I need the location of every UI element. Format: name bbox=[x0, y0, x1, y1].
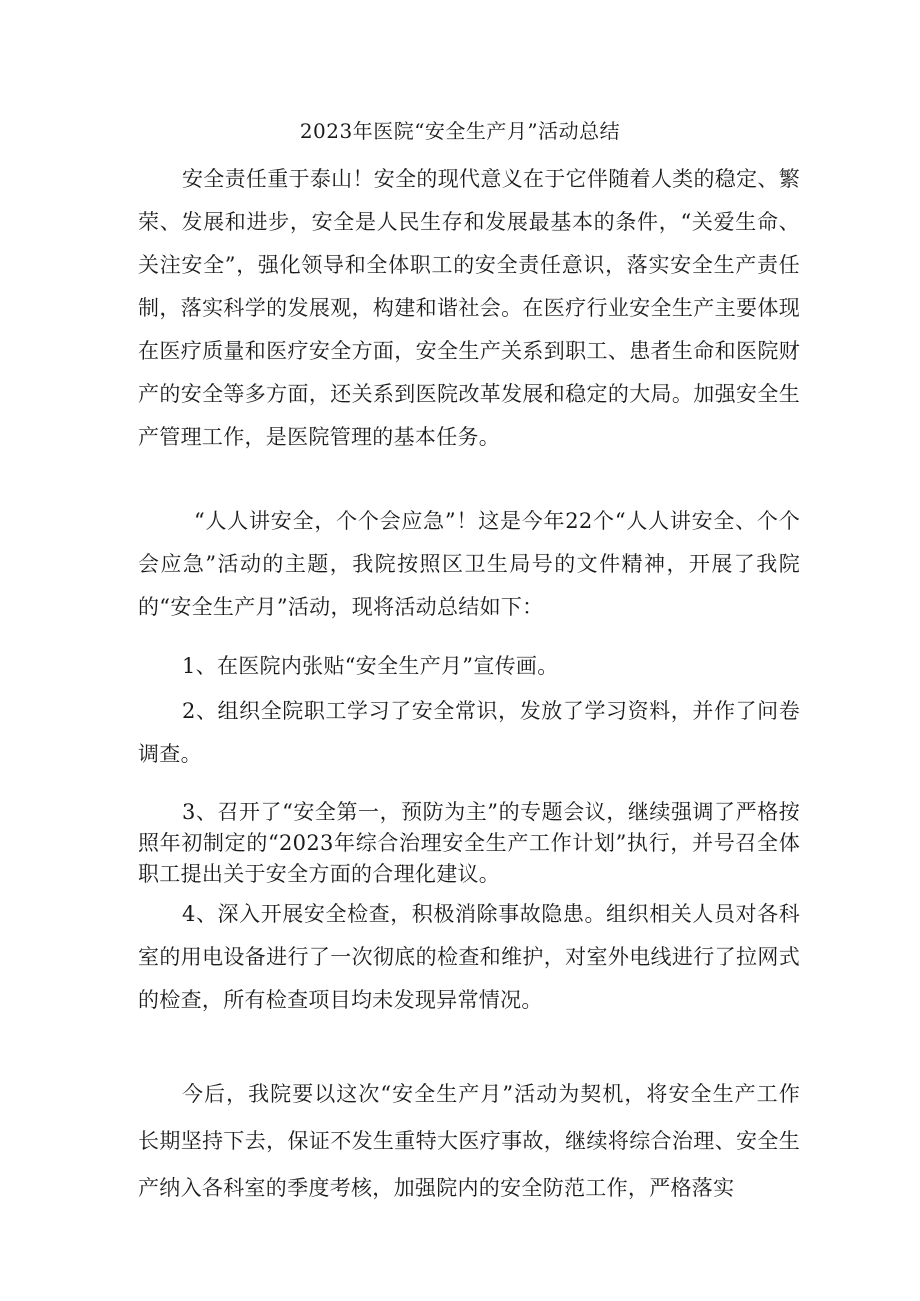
paragraph-conclusion: 今后，我院要以这次“安全生产月”活动为契机，将安全生产工作长期坚持下去，保证不发生重特大医疗事故，继续将综合治理、安全生产纳入各科室的季度考核，加强院内的安全防范工作，严格落实 bbox=[138, 1082, 800, 1200]
paragraph-item-2: 2、组织全院职工学习了安全常识，发放了学习资料，并作了问卷调查。 bbox=[138, 699, 800, 766]
paragraph-item-1: 1、在医院内张贴“安全生产月”宣传画。 bbox=[182, 654, 559, 678]
document-title: 2023年医院“安全生产月”活动总结 bbox=[299, 119, 621, 143]
paragraph-item-3: 3、召开了“安全第一，预防为主”的专题会议，继续强调了严格按照年初制定的“2023年综合治理安全生产工作计划”执行，并号召全体职工提出关于安全方面的合理化建议。 bbox=[138, 800, 800, 886]
paragraph-intro: 安全责任重于泰山！安全的现代意义在于它伴随着人类的稳定、繁荣、发展和进步，安全是人民生存和发展最基本的条件，“关爱生命、关注安全”，强化领导和全体职工的安全责任意识，落实安全生产责任制，落实科学的发展观，构建和谐社会。在医疗行业安全生产主要体现在医疗质量和医疗安全方面，安全生产关系到职工、患者生命和医院财产的安全等多方面，还关系到医院改革发展和稳定的大局。加强安全生产管理工作，是医院管理的基本任务。 bbox=[138, 167, 800, 449]
paragraph-item-4: 4、深入开展安全检查，积极消除事故隐患。组织相关人员对各科室的用电设备进行了一次彻底的检查和维护，对室外电线进行了拉网式的检查，所有检查项目均未发现异常情况。 bbox=[138, 902, 800, 1012]
paragraph-theme: “人人讲安全，个个会应急”！这是今年22个“人人讲安全、个个会应急”活动的主题，我院按照区卫生局号的文件精神，开展了我院的“安全生产月”活动，现将活动总结如下： bbox=[138, 509, 800, 619]
